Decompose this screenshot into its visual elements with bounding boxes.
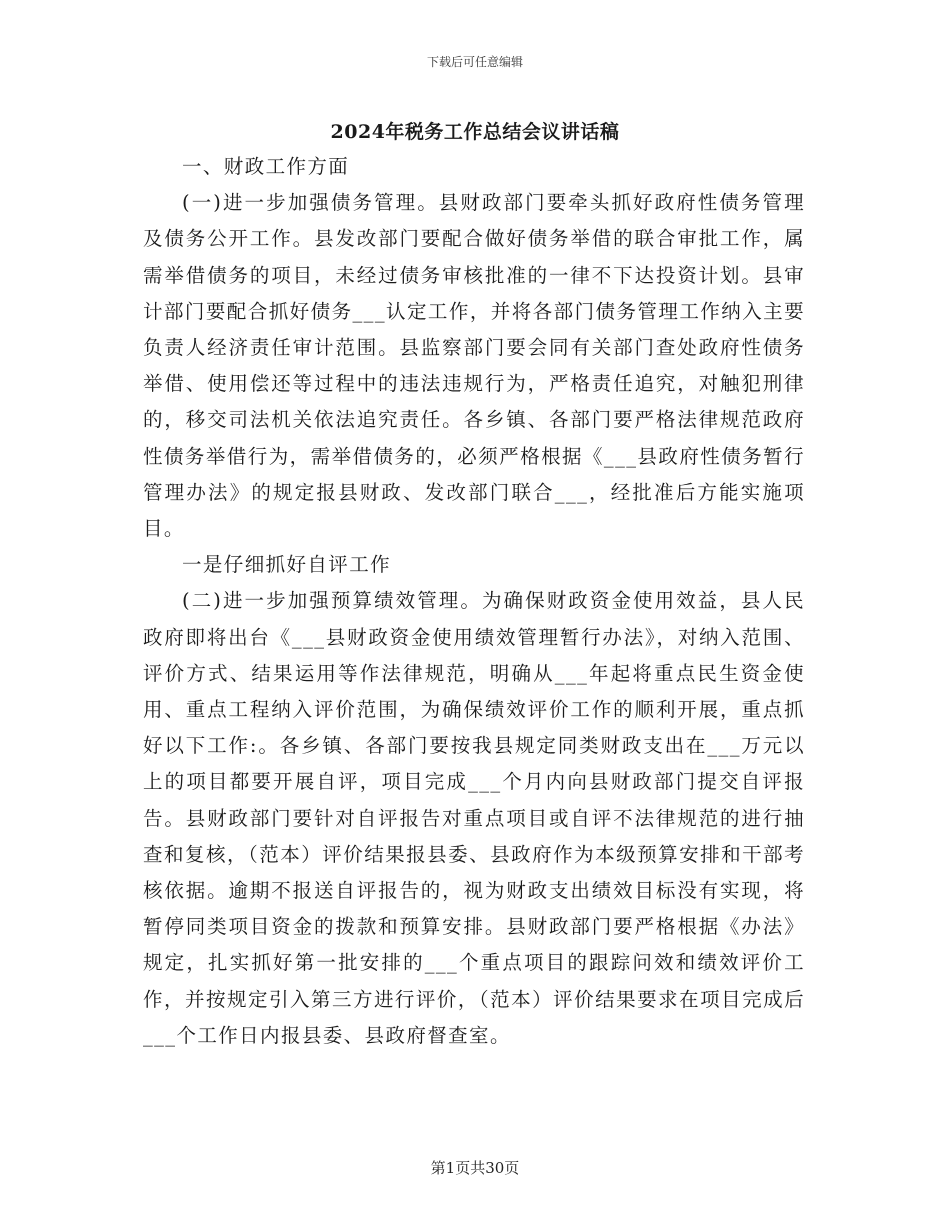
section-heading: 一、财政工作方面 [182, 155, 350, 178]
document-title: 2024年税务工作总结会议讲话稿 [330, 121, 620, 143]
sub-heading: 一是仔细抓好自评工作 [182, 553, 392, 577]
document-body [143, 149, 805, 1054]
page-footer: 第1页共30页 [430, 1159, 520, 1177]
body-paragraph: (二)进一步加强预算绩效管理。为确保财政资金使用效益，县人民政府即将出台《___县财政资金使用绩效管理暂行办法》，对纳入范围、评价方式、结果运用等作法律规范，明确从___年起将重点民生资金使用、重点工程纳入评价范围，为确保绩效评价工作的顺利开展，重点抓好以下工作:。各乡镇、各部门要按我县规定同类财政支出在___万元以上的项目都要开展自评，项目完成___个月内向县财政部门提交自评报告。县财政部门要针对自评报告对重点项目或自评不法律规范的进行抽查和复核，（范本）评价结果报县委、县政府作为本级预算安排和干部考核依据。逾期不报送自评报告的，视为财政支出绩效目标没有实现，将暂停同类项目资金的拨款和预算安排。县财政部门要严格根据《办法》规定，扎实抓好第一批安排的___个重点项目的跟踪问效和绩效评价工作，并按规定引入第三方进行评价，（范本）评价结果要求在项目完成后___个工作日内报县委、县政府督查室。 [143, 589, 805, 1047]
body-paragraph: (一)进一步加强债务管理。县财政部门要牵头抓好政府性债务管理及债务公开工作。县发改部门要配合做好债务举借的联合审批工作，属需举借债务的项目，未经过债务审核批准的一律不下达投资计划。县审计部门要配合抓好债务___认定工作，并将各部门债务管理工作纳入主要负责人经济责任审计范围。县监察部门要会同有关部门查处政府性债务举借、使用偿还等过程中的违法违规行为，严格责任追究，对触犯刑律的，移交司法机关依法追究责任。各乡镇、各部门要严格法律规范政府性债务举借行为，需举借债务的，必须严格根据《___县政府性债务暂行管理办法》的规定报县财政、发改部门联合___，经批准后方能实施项目。 [143, 191, 805, 541]
header-note: 下载后可任意编辑 [426, 55, 523, 69]
